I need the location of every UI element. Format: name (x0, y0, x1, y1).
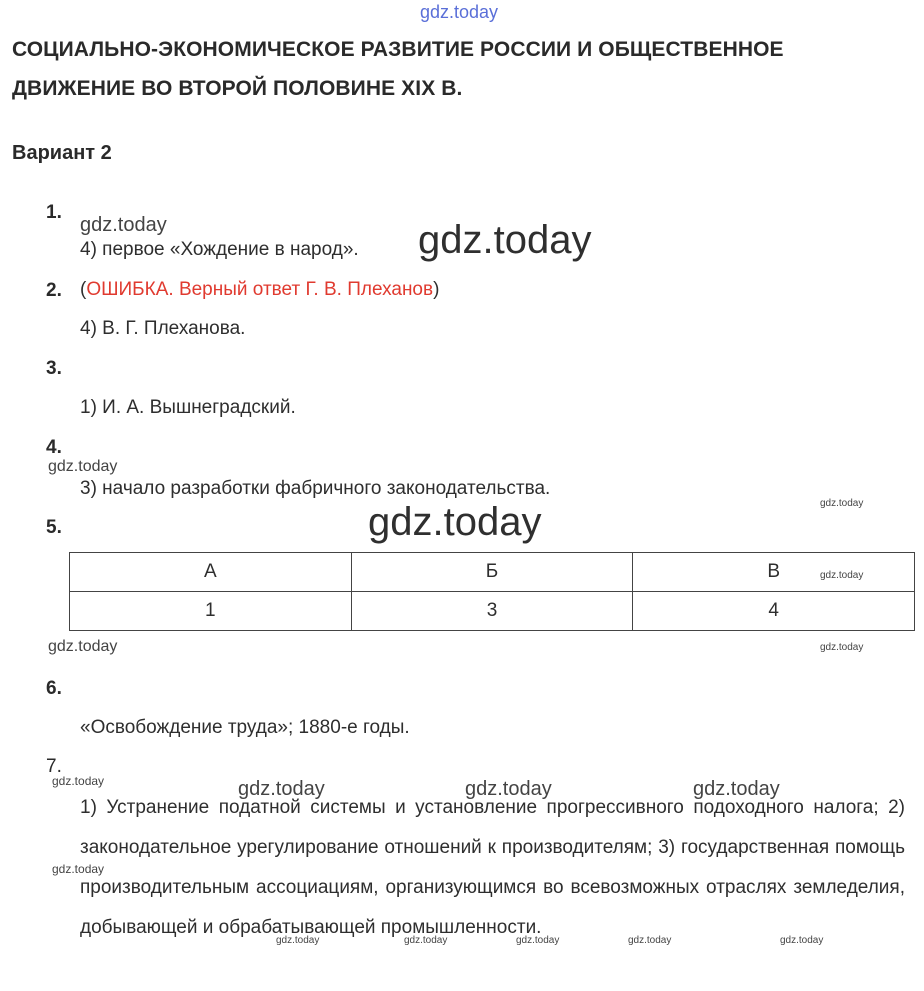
table-header-cell: В (633, 553, 915, 592)
question-6-answer: «Освобождение труда»; 1880-е годы. (80, 717, 410, 738)
watermark: gdz.today (276, 935, 320, 946)
question-6-number: 6. (46, 678, 62, 699)
variant-heading: Вариант 2 (12, 142, 112, 164)
watermark: gdz.today (48, 638, 118, 655)
watermark: gdz.today (820, 570, 864, 581)
watermark: gdz.today (404, 935, 448, 946)
answer-table (69, 552, 915, 631)
watermark: gdz.today (628, 935, 672, 946)
watermark: gdz.today (48, 458, 118, 475)
watermark: gdz.today (780, 935, 824, 946)
watermark-top: gdz.today (420, 2, 499, 22)
table-header-cell: Б (351, 553, 633, 592)
question-1-answer: 4) первое «Хождение в народ». (80, 239, 359, 260)
table-cell: 1 (70, 592, 352, 631)
close-paren: ) (433, 279, 440, 300)
question-1-number: 1. (46, 202, 62, 223)
question-7-number: 7. (46, 756, 62, 777)
table-header-row (70, 553, 915, 592)
question-7-answer: 1) Устранение податной системы и установление прогрессивного подоходного налога; 2) законодательное урегулирование отношений к производителям; 3) государственная помощь производительным ассоциациям, организующимся во всевозможных отраслях земледелия, добывающей и обрабатывающей промышленности. (80, 797, 905, 938)
page-title-line-2: ДВИЖЕНИЕ ВО ВТОРОЙ ПОЛОВИНЕ XIX В. (12, 77, 463, 100)
question-4-answer: 3) начало разработки фабричного законодательства. (80, 478, 551, 499)
table-header-cell: А (70, 553, 352, 592)
watermark: gdz.today (52, 862, 105, 876)
question-5-number: 5. (46, 517, 62, 538)
watermark-large: gdz.today (368, 500, 542, 544)
question-2-answer: 4) В. Г. Плеханова. (80, 318, 246, 339)
question-3-answer: 1) И. А. Вышнеградский. (80, 397, 296, 418)
page-title-line-1: СОЦИАЛЬНО-ЭКОНОМИЧЕСКОЕ РАЗВИТИЕ РОССИИ И ОБЩЕСТВЕННОЕ (12, 38, 784, 61)
question-2-number: 2. (46, 280, 62, 301)
watermark: gdz.today (516, 935, 560, 946)
watermark: gdz.today (80, 214, 167, 236)
watermark: gdz.today (820, 642, 864, 653)
question-4-number: 4. (46, 437, 62, 458)
table-cell: 3 (351, 592, 633, 631)
watermark: gdz.today (693, 778, 780, 800)
question-2-note (80, 279, 439, 301)
table-row (70, 592, 915, 631)
watermark: gdz.today (52, 774, 105, 788)
watermark: gdz.today (465, 778, 552, 800)
error-note: ОШИБКА. Верный ответ Г. В. Плеханов (86, 279, 434, 300)
open-paren: ( (80, 279, 87, 300)
question-3-number: 3. (46, 358, 62, 379)
watermark-large: gdz.today (418, 218, 592, 262)
watermark: gdz.today (238, 778, 325, 800)
watermark: gdz.today (820, 498, 864, 509)
table-cell: 4 (633, 592, 915, 631)
